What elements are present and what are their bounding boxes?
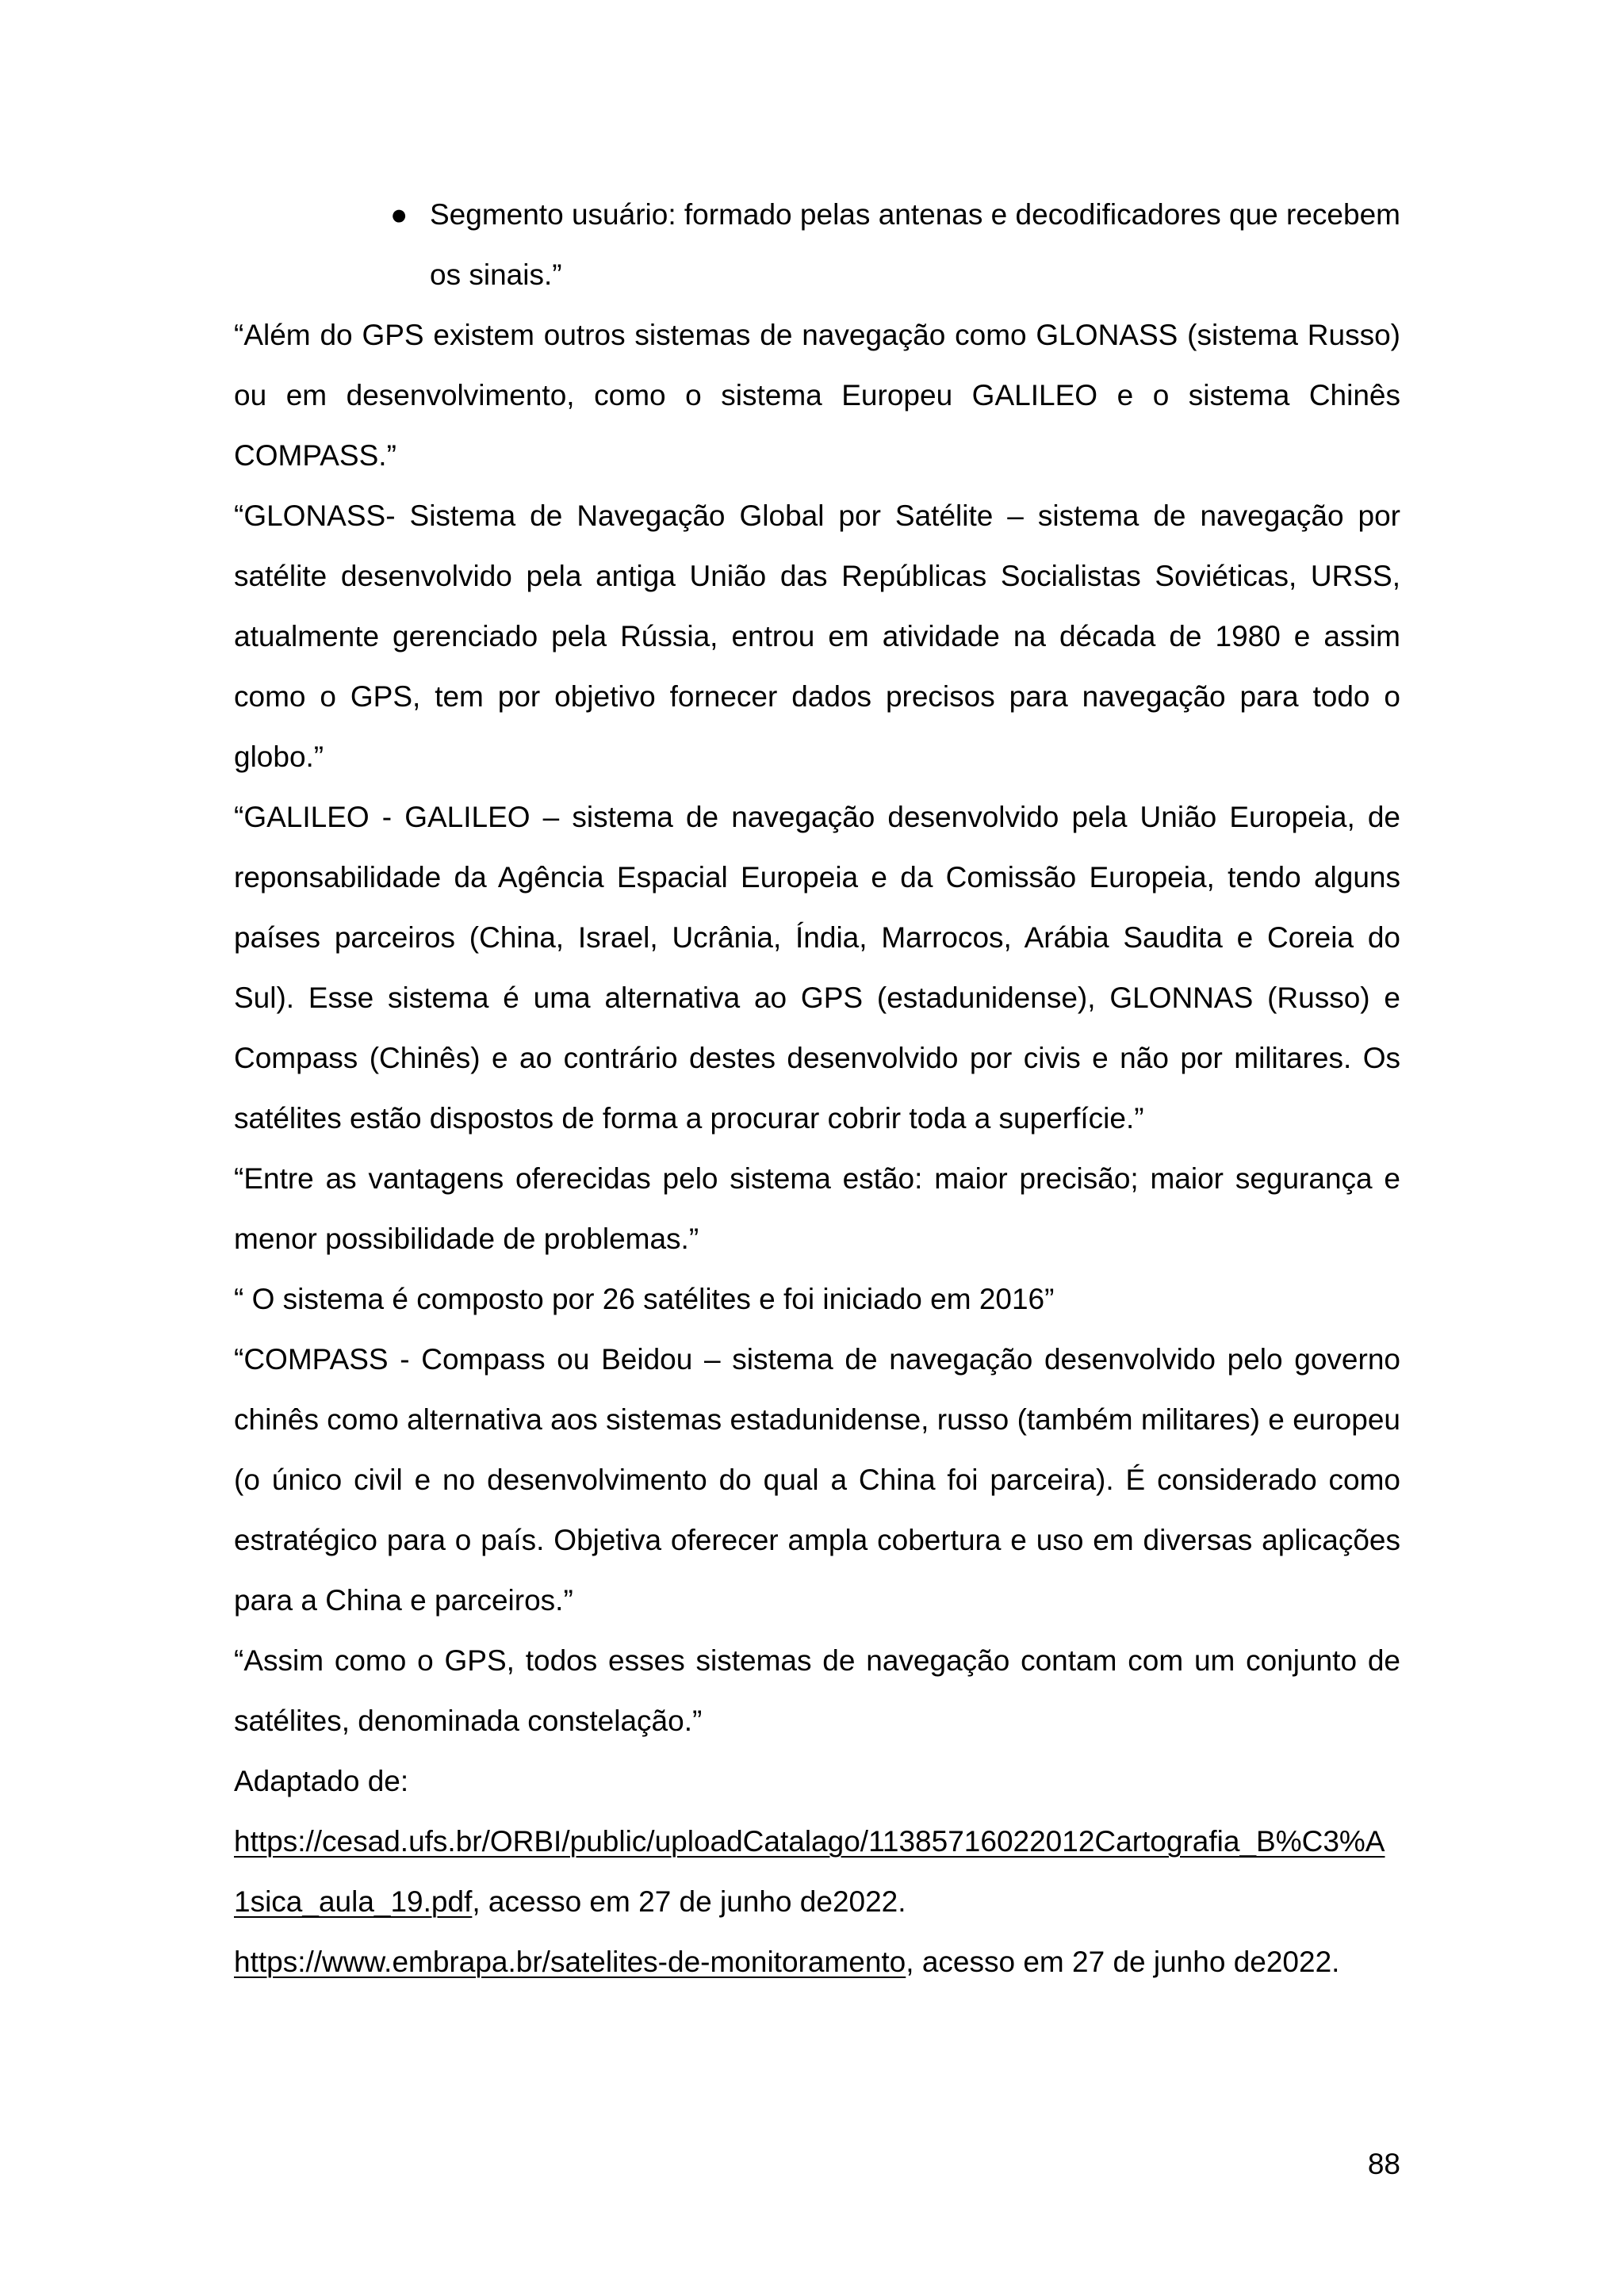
source-label: Adaptado de:: [234, 1765, 409, 1797]
paragraph-satellite-count: “ O sistema é composto por 26 satélites e foi iniciado em 2016”: [234, 1283, 1055, 1315]
paragraph-glonass: “GLONASS- Sistema de Navegação Global por Satélite – sistema de navegação por satélite desenvolvido pela antiga União das Repúblicas Socialistas Soviéticas, URSS, atualmente gerenciado pela Rússia, entrou em atividade na década de 1980 e assim como o GPS, tem por objetivo fornecer dados precisos para navegação para todo o globo.”: [234, 499, 1400, 773]
paragraph-compass: “COMPASS - Compass ou Beidou – sistema de navegação desenvolvido pelo governo chinês como alternativa aos sistemas estadunidense, russo (também militares) e europeu (o único civil e no desenvolvimento do qual a China foi parceira). É considerado como estratégico para o país. Objetiva oferecer ampla cobertura e uso em diversas aplicações para a China e parceiros.”: [234, 1343, 1400, 1617]
reference-access-date-2: , acesso em 27 de junho de2022.: [906, 1946, 1340, 1978]
source-reference-2: [234, 1932, 1400, 1992]
bullet-item-segmento-usuario: [390, 185, 1400, 305]
reference-access-date-1: , acesso em 27 de junho de2022.: [472, 1885, 906, 1918]
paragraph-advantages: “Entre as vantagens oferecidas pelo sistema estão: maior precisão; maior segurança e menor possibilidade de problemas.”: [234, 1162, 1400, 1255]
bullet-text: Segmento usuário: formado pelas antenas e decodificadores que recebem os sinais.”: [430, 198, 1400, 291]
page-number: 88: [1367, 2148, 1400, 2180]
paragraph-other-systems: “Além do GPS existem outros sistemas de navegação como GLONASS (sistema Russo) ou em desenvolvimento, como o sistema Europeu GALILEO e o sistema Chinês COMPASS.”: [234, 319, 1400, 472]
source-reference-1: [234, 1812, 1400, 1932]
paragraph-constellation: “Assim como o GPS, todos esses sistemas de navegação contam com um conjunto de satélites, denominada constelação.”: [234, 1644, 1400, 1737]
bullet-icon: ●: [390, 198, 408, 231]
reference-link-embrapa[interactable]: https://www.embrapa.br/satelites-de-monitoramento: [234, 1946, 906, 1978]
reference-link-cesad[interactable]: https://cesad.ufs.br/ORBI/public/uploadCatalago/11385716022012Cartografia_B%C3%A1sica_aula_19.pdf: [234, 1825, 1385, 1918]
page-content: [234, 185, 1400, 1992]
paragraph-galileo: “GALILEO - GALILEO – sistema de navegação desenvolvido pela União Europeia, de reponsabilidade da Agência Espacial Europeia e da Comissão Europeia, tendo alguns países parceiros (China, Israel, Ucrânia, Índia, Marrocos, Arábia Saudita e Coreia do Sul). Esse sistema é uma alternativa ao GPS (estadunidense), GLONNAS (Russo) e Compass (Chinês) e ao contrário destes desenvolvido por civis e não por militares. Os satélites estão dispostos de forma a procurar cobrir toda a superfície.”: [234, 801, 1400, 1135]
